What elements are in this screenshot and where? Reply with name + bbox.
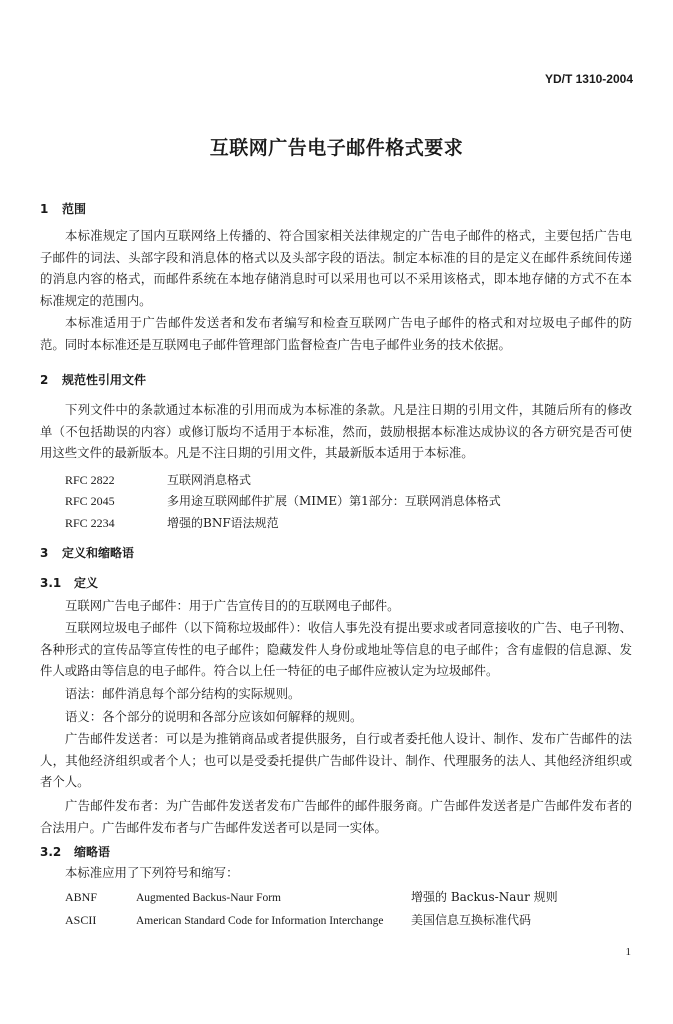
reference-item xyxy=(65,492,501,509)
abbreviation: ABNF xyxy=(65,890,98,904)
section-1-heading xyxy=(40,200,86,217)
definition-paragraph: 语义：各个部分的说明和各部分应该如何解释的规则。 xyxy=(65,709,363,724)
section-title: 范围 xyxy=(62,202,87,216)
abbreviation-chinese: 美国信息互换标准代码 xyxy=(411,913,532,927)
section-title: 定义和缩略语 xyxy=(62,546,135,560)
section-2-paragraph-1: 下列文件中的条款通过本标准的引用而成为本标准的条款。凡是注日期的引用文件，其随后所有的修改单（不包括勘误的内容）或修订版均不适用于本标准，然而，鼓励根据本标准达成协议的各方研究是否可使用这些文件的最新版本。凡是不注日期的引用文件，其最新版本适用于本标准。 xyxy=(40,402,632,460)
section-3-2-heading xyxy=(40,843,110,860)
abbreviation: ASCII xyxy=(65,913,97,927)
section-number: 2 xyxy=(40,373,49,387)
definition-paragraph: 互联网广告电子邮件：用于广告宣传目的的互联网电子邮件。 xyxy=(65,598,400,613)
definition-paragraph: 广告邮件发送者：可以是为推销商品或者提供服务，自行或者委托他人设计、制作、发布广告邮件的法人，其他经济组织或者个人；也可以是受委托提供广告邮件设计、制作、代理服务的法人、其他经济组织或者个人。 xyxy=(40,731,632,789)
definition-paragraph: 广告邮件发布者：为广告邮件发送者发布广告邮件的邮件服务商。广告邮件发送者是广告邮件发布者的合法用户。广告邮件发布者与广告邮件发送者可以是同一实体。 xyxy=(40,798,632,835)
abbreviation-english: Augmented Backus-Naur Form xyxy=(136,892,281,904)
definition-paragraph: 互联网垃圾电子邮件（以下简称垃圾邮件）：收信人事先没有提出要求或者同意接收的广告、电子刊物、各种形式的宣传品等宣传性的电子邮件；隐藏发件人身份或地址等信息的电子邮件；含有虚假的信息源、发件人或路由等信息的电子邮件。符合以上任一特征的电子邮件应被认定为垃圾邮件。 xyxy=(40,620,632,678)
section-title: 规范性引用文件 xyxy=(62,373,147,387)
abbreviation-item xyxy=(65,888,558,905)
section-title: 定义 xyxy=(74,576,99,590)
abbreviation-chinese: 增强的 Backus-Naur 规则 xyxy=(411,890,558,904)
reference-title: 多用途互联网邮件扩展（MIME）第1部分：互联网消息体格式 xyxy=(167,494,501,508)
section-number: 3 xyxy=(40,546,49,560)
reference-code: RFC 2234 xyxy=(65,516,115,530)
section-1-paragraph-2: 本标准适用于广告邮件发送者和发布者编写和检查互联网广告电子邮件的格式和对垃圾电子邮件的防范。同时本标准还是互联网电子邮件管理部门监督检查广告电子邮件业务的技术依据。 xyxy=(40,315,632,352)
page-number: 1 xyxy=(625,946,631,958)
reference-code: RFC 2045 xyxy=(65,494,115,508)
section-3-heading xyxy=(40,544,134,561)
reference-title: 增强的BNF语法规范 xyxy=(167,516,279,530)
reference-title: 互联网消息格式 xyxy=(167,473,252,487)
section-1-paragraph-1: 本标准规定了国内互联网络上传播的、符合国家相关法律规定的广告电子邮件的格式，主要包括广告电子邮件的词法、头部字段和消息体的格式以及头部字段的语法。制定本标准的目的是定义在邮件系统间传递的消息内容的格式，而邮件系统在本地存储消息时可以采用也可以不采用该格式，即本地存储的方式不在本标准规定的范围内。 xyxy=(40,228,632,308)
section-number: 1 xyxy=(40,202,49,216)
section-title: 缩略语 xyxy=(74,845,111,859)
section-2-heading xyxy=(40,371,146,388)
reference-item xyxy=(65,471,251,488)
definition-paragraph: 语法：邮件消息每个部分结构的实际规则。 xyxy=(65,686,301,701)
abbreviation-item xyxy=(65,911,531,928)
section-number: 3.2 xyxy=(40,845,62,859)
reference-code: RFC 2822 xyxy=(65,473,115,487)
document-title: 互联网广告电子邮件格式要求 xyxy=(209,137,464,159)
abbreviation-english: American Standard Code for Information Interchange xyxy=(136,915,384,927)
reference-item xyxy=(65,514,279,531)
abbreviation-intro: 本标准应用了下列符号和缩写： xyxy=(65,865,239,880)
section-number: 3.1 xyxy=(40,576,62,590)
section-3-1-heading xyxy=(40,574,98,591)
standard-code: YD/T 1310-2004 xyxy=(544,72,633,86)
